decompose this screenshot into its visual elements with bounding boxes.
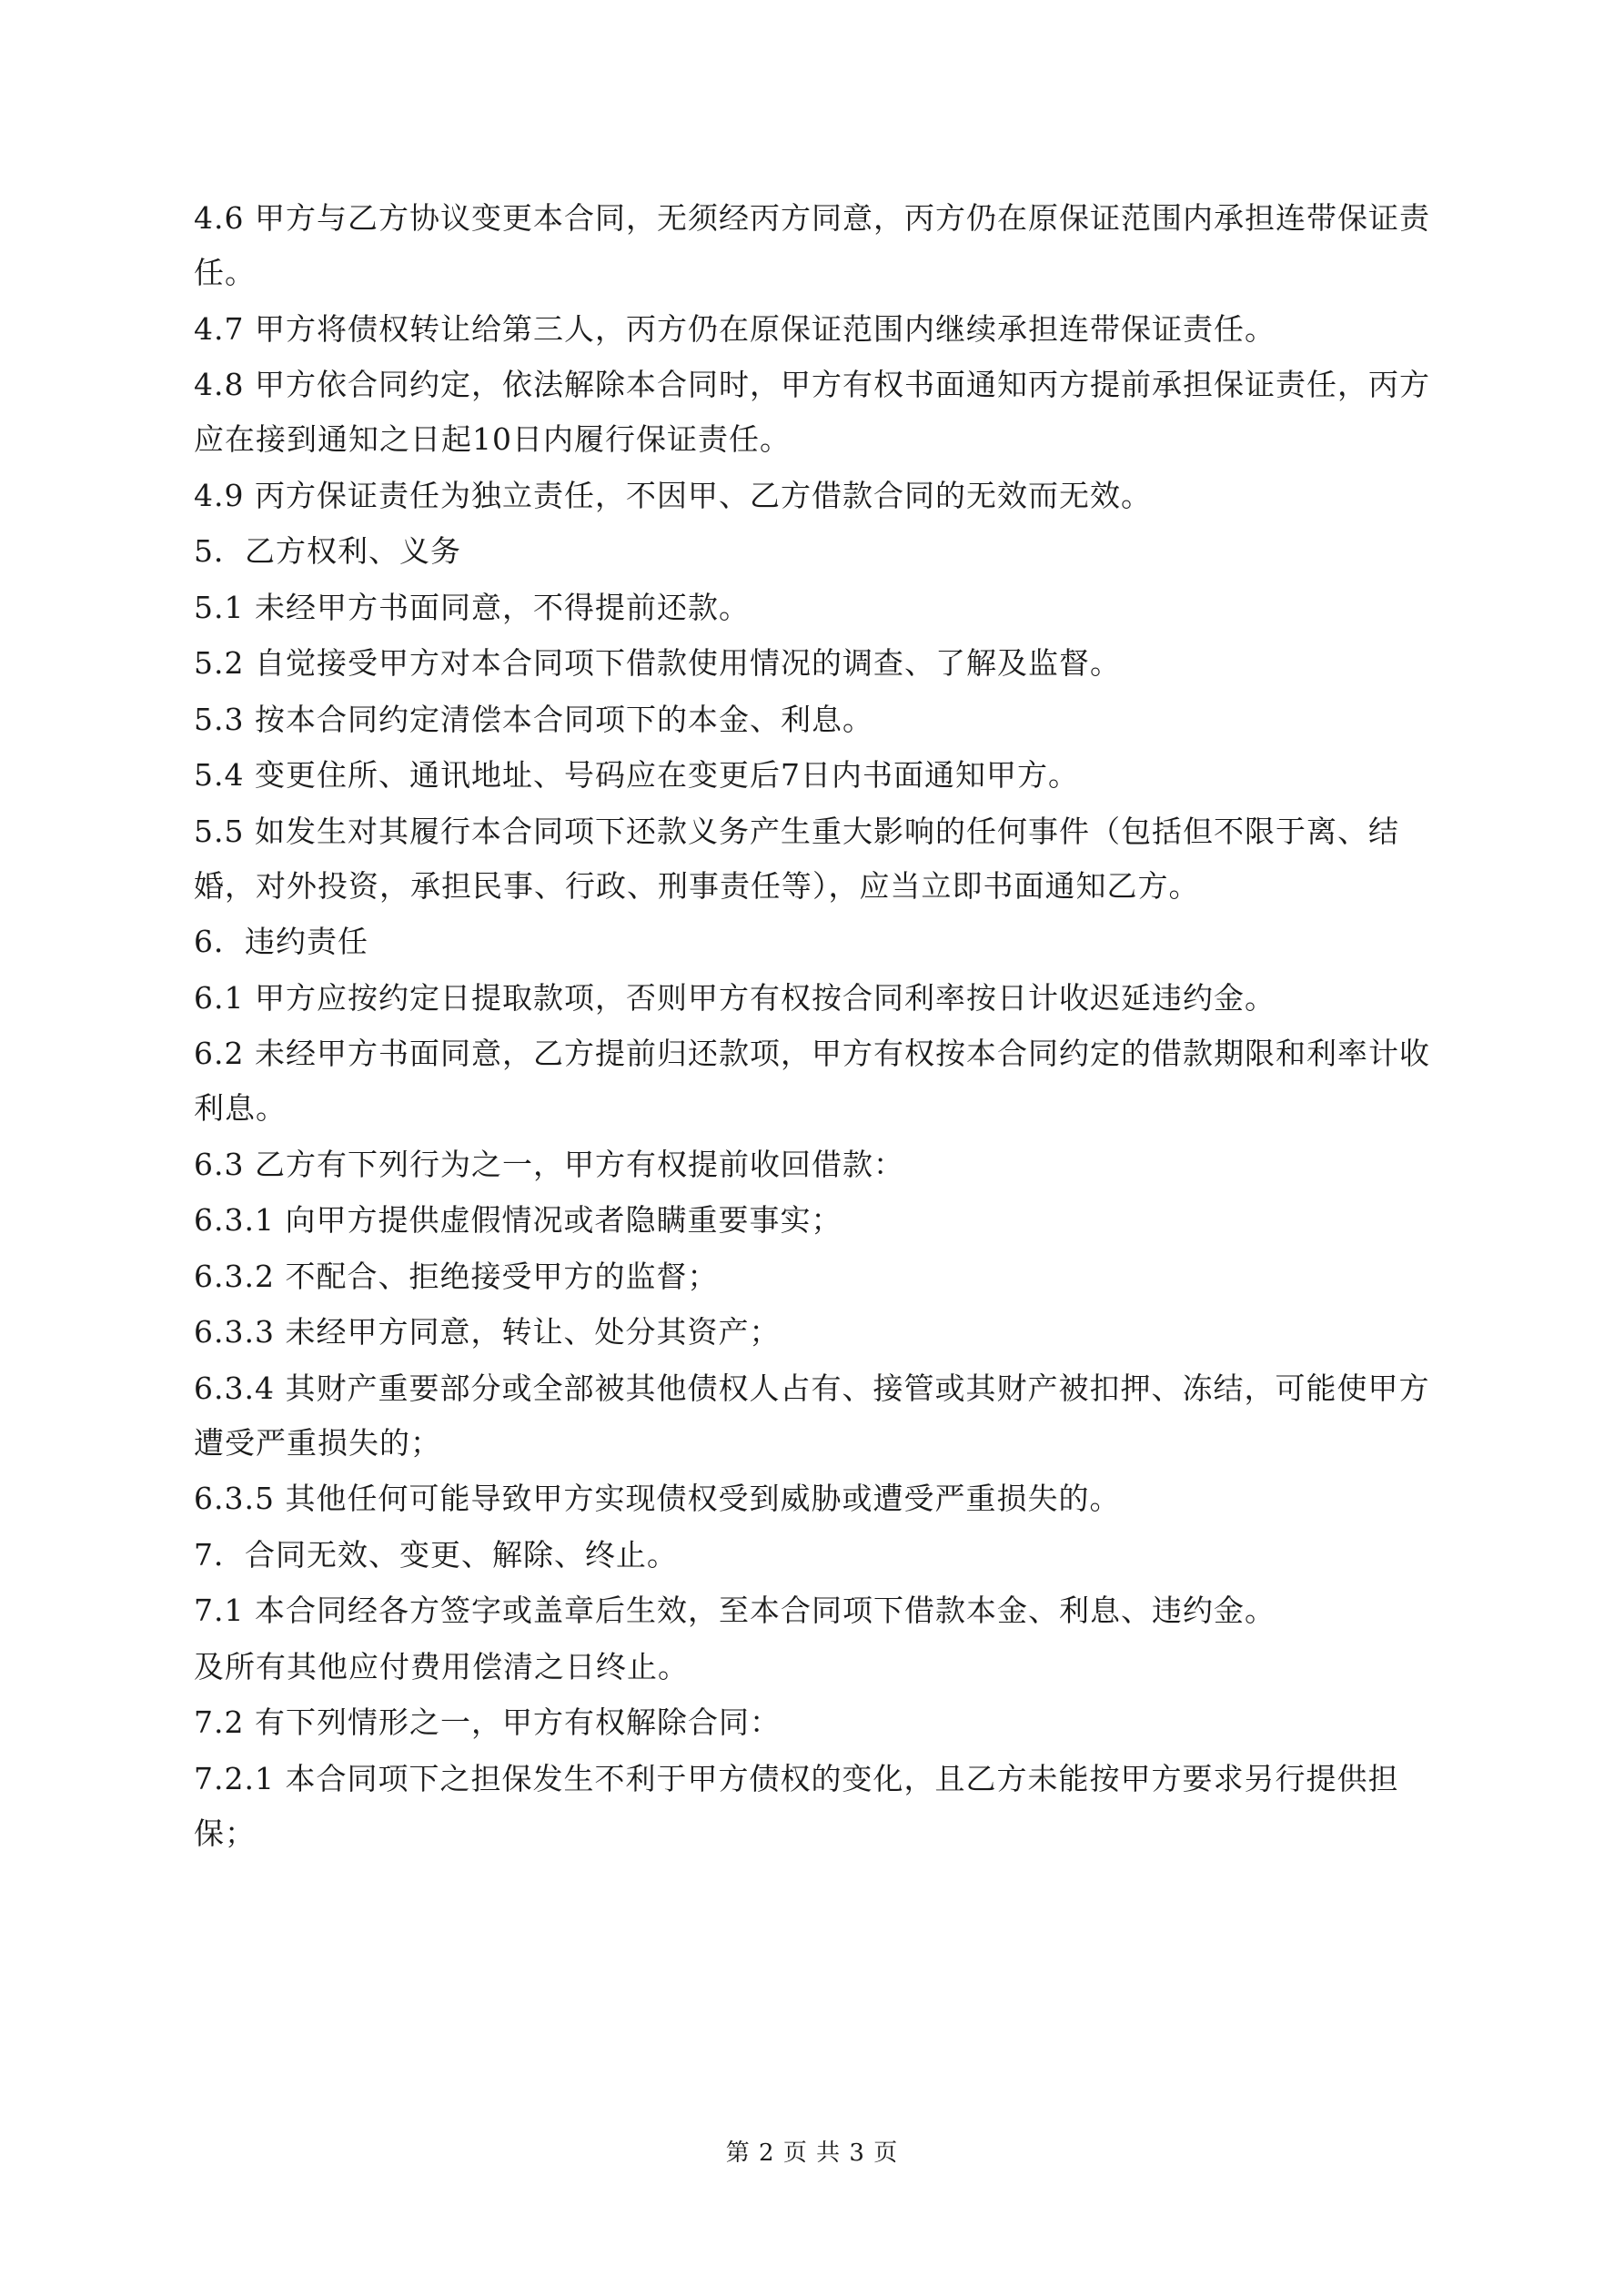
clause-5-3: 5.3 按本合同约定清偿本合同项下的本金、利息。 [194, 701, 873, 737]
clause-4-9: 4.9 丙方保证责任为独立责任，不因甲、乙方借款合同的无效而无效。 [194, 477, 1152, 513]
clause-7-2: 7.2 有下列情形之一，甲方有权解除合同： [194, 1704, 781, 1740]
clause-6-3-2: 6.3.2 不配合、拒绝接受甲方的监督； [194, 1258, 719, 1294]
clause-6-3: 6.3 乙方有下列行为之一，甲方有权提前收回借款： [194, 1146, 904, 1182]
clause-6-3-4: 6.3.4 其财产重要部分或全部被其他债权人占有、接管或其财产被扣押、冻结，可能使甲方遭受严重损失的； [194, 1370, 1430, 1461]
clause-4-6: 4.6 甲方与乙方协议变更本合同，无须经丙方同意，丙方仍在原保证范围内承担连带保证责任。 [194, 200, 1430, 290]
clause-6-3-5: 6.3.5 其他任何可能导致甲方实现债权受到威胁或遭受严重损失的。 [194, 1481, 1121, 1516]
clause-6-2: 6.2 未经甲方书面同意，乙方提前归还款项，甲方有权按本合同约定的借款期限和利率计收利息。 [194, 1036, 1430, 1126]
document-body [194, 191, 1440, 1862]
clause-7-1-continued: 及所有其他应付费用偿清之日终止。 [194, 1648, 689, 1684]
clause-5-2: 5.2 自觉接受甲方对本合同项下借款使用情况的调查、了解及监督。 [194, 645, 1121, 681]
clause-4-7: 4.7 甲方将债权转让给第三人，丙方仍在原保证范围内继续承担连带保证责任。 [194, 310, 1276, 347]
clause-6-3-3: 6.3.3 未经甲方同意，转让、处分其资产； [194, 1314, 781, 1350]
clause-5-4: 5.4 变更住所、通讯地址、号码应在变更后7日内书面通知甲方。 [194, 757, 1079, 793]
clause-7-2-1: 7.2.1 本合同项下之担保发生不利于甲方债权的变化，且乙方未能按甲方要求另行提供担保； [194, 1760, 1399, 1851]
clause-6-1: 6.1 甲方应按约定日提取款项，否则甲方有权按合同利率按日计收迟延违约金。 [194, 979, 1276, 1016]
clause-6-3-1: 6.3.1 向甲方提供虚假情况或者隐瞒重要事实； [194, 1202, 842, 1238]
clause-5-5: 5.5 如发生对其履行本合同项下还款义务产生重大影响的任何事件（包括但不限于离、结婚，对外投资，承担民事、行政、刑事责任等），应当立即书面通知乙方。 [194, 813, 1399, 904]
clause-4-8: 4.8 甲方依合同约定，依法解除本合同时，甲方有权书面通知丙方提前承担保证责任，丙方应在接到通知之日起10日内履行保证责任。 [194, 367, 1430, 457]
clause-5-1: 5.1 未经甲方书面同意，不得提前还款。 [194, 589, 750, 625]
section-heading-7: 7．合同无效、变更、解除、终止。 [194, 1536, 678, 1573]
section-heading-6: 6．违约责任 [194, 924, 368, 959]
clause-7-1: 7.1 本合同经各方签字或盖章后生效，至本合同项下借款本金、利息、违约金。 [194, 1593, 1276, 1628]
section-heading-5: 5．乙方权利、义务 [194, 533, 461, 569]
page-number-footer: 第 2 页 共 3 页 [725, 2139, 899, 2167]
